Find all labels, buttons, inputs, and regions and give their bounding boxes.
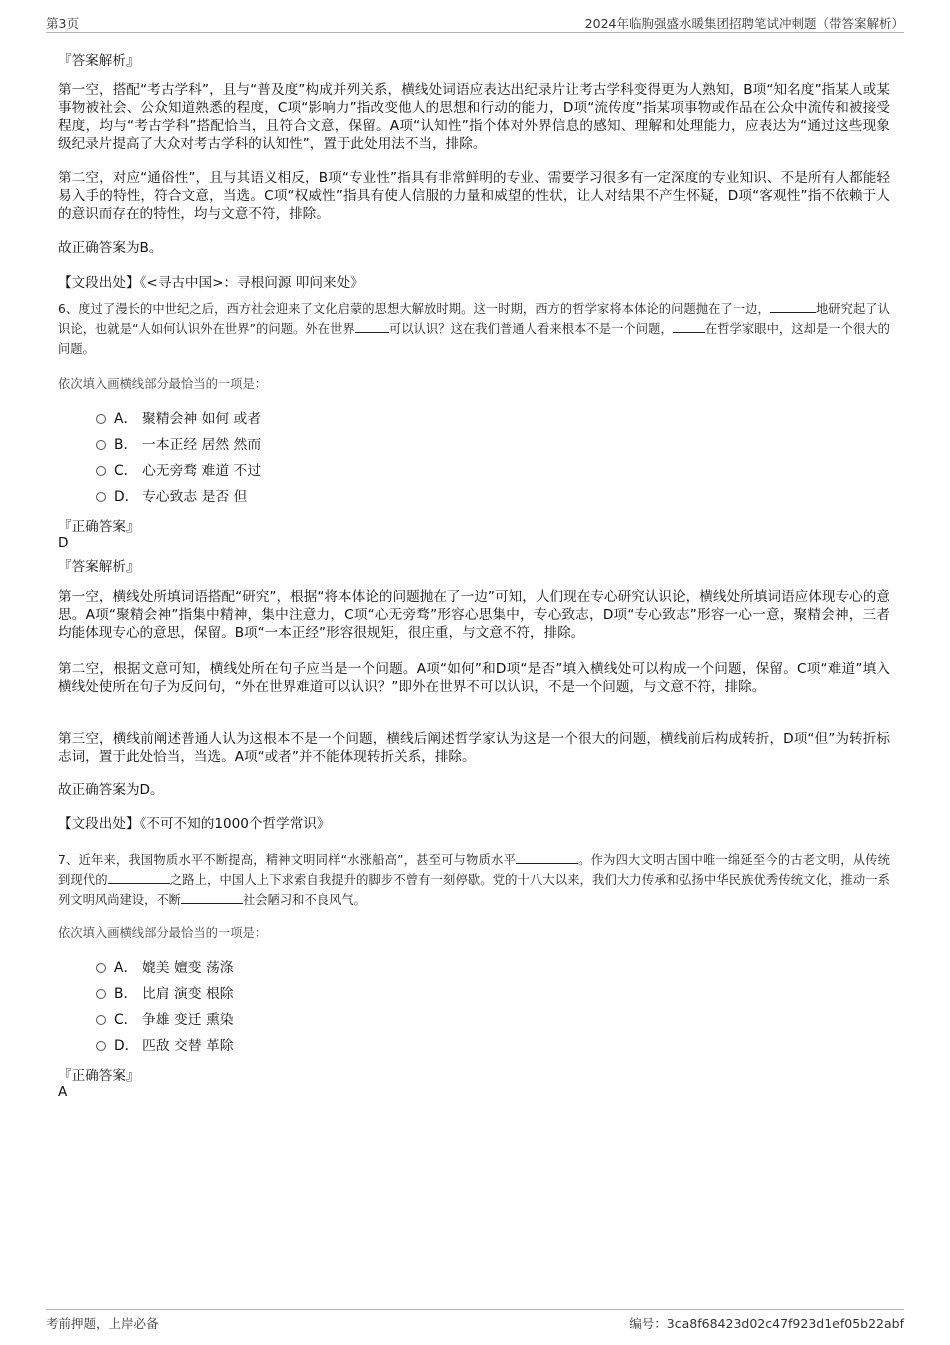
q7-instruction: 依次填入画横线部分最恰当的一项是： (58, 926, 268, 940)
blank-line (516, 851, 578, 864)
q6-analysis-paragraph-3: 第三空，横线前阐述普通人认为这根本不是一个问题，横线后阐述哲学家认为这是一个很大的问题，横线前后构成转折，D项“但”为转折标志词，置于此处恰当，当选。A项“或者”并不能体现转折关系，排除。 (58, 731, 890, 765)
q6-answer-heading: 『正确答案』 (58, 519, 140, 535)
q6-instruction: 依次填入画横线部分最恰当的一项是： (58, 377, 268, 391)
radio-icon[interactable] (96, 466, 106, 476)
q5-analysis-paragraph-2: 第二空，对应“通俗性”，且与其语义相反，B项“专业性”指具有非常鲜明的专业、需要学习很多有一定深度的专业知识、不是所有人都能轻易入手的特性，符合文意，当选。C项“权威性”指具有使人信服的力量和威望的性状，让人对结果不产生怀疑，D项“客观性”指不依赖于人的意识而存在的特性，均与文意不符，排除。 (58, 170, 890, 222)
radio-icon[interactable] (96, 492, 106, 502)
q7-option-b[interactable]: B． 比肩 演变 根除 (96, 984, 234, 1004)
q7-option-c[interactable]: C． 争雄 变迁 熏染 (96, 1010, 234, 1030)
page-header (46, 12, 904, 33)
q5-conclusion: 故正确答案为B。 (58, 240, 163, 256)
q5-source: 【文段出处】《<寻古中国>：寻根问源 叩问来处》 (58, 275, 364, 291)
page-number: 第3页 (46, 16, 79, 31)
blank-line (108, 871, 170, 884)
q6-conclusion: 故正确答案为D。 (58, 782, 164, 798)
q6-analysis-paragraph-1: 第一空，横线处所填词语搭配“研究”，根据“将本体论的问题抛在了一边”可知，人们现在专心研究认识论，横线处所填词语应体现专心的意思。A项“聚精会神”指集中精神，集中注意力，C项“心无旁骛”形容心思集中，专心致志，D项“专心致志”形容一心一意，聚精会神，三者均能体现专心的意思，保留。B项“一本正经”形容很规矩，很庄重，与文意不符，排除。 (58, 589, 890, 641)
q6-answer: D (58, 535, 69, 551)
q6-analysis-paragraph-2: 第二空，根据文意可知，横线处所在句子应当是一个问题。A项“如何”和D项“是否”填入横线处可以构成一个问题，保留。C项“难道”填入横线处使所在句子为反问句，“外在世界难道可以认识？”即外在世界不可以认识，不是一个问题，与文意不符，排除。 (58, 661, 890, 695)
q7-option-a[interactable]: A． 媲美 嬗变 荡涤 (96, 958, 234, 978)
q6-source: 【文段出处】《不可不知的1000个哲学常识》 (58, 816, 331, 832)
footer-slogan: 考前押题，上岸必备 (46, 1316, 159, 1331)
q6-stem: 6、度过了漫长的中世纪之后，西方社会迎来了文化启蒙的思想大解放时期。这一时期，西方的哲学家将本体论的问题抛在了一边， 地研究起了认识论，也就是“人如何认识外在世界”的问题。外在世界 可以认识？这在我们普通人看来根本不是一个问题， 在哲学家眼中，这却是一个很大的问题。 (58, 302, 890, 356)
radio-icon[interactable] (96, 989, 106, 999)
blank-line (673, 320, 705, 333)
q6-option-a[interactable]: A． 聚精会神 如何 或者 (96, 409, 261, 429)
q7-stem: 7、近年来，我国物质水平不断提高，精神文明同样“水涨船高”，甚至可与物质水平 。作为四大文明古国中唯一绵延至今的古老文明，从传统到现代的 之路上，中国人上下求索自我提升的脚步不曾有一刻停歇。党的十八大以来，我们大力传承和弘扬中华民族优秀传统文化，推动一系列文明风尚建设，不断 社会陋习和不良风气。 (58, 853, 890, 907)
blank-line (355, 320, 389, 333)
page-footer (46, 1309, 904, 1334)
q7-answer: A (58, 1084, 68, 1100)
radio-icon[interactable] (96, 1041, 106, 1051)
q7-answer-heading: 『正确答案』 (58, 1068, 140, 1084)
document-id: 编号：3ca8f68423d02c47f923d1ef05b22abf (629, 1316, 904, 1331)
radio-icon[interactable] (96, 1015, 106, 1025)
q7-option-d[interactable]: D． 匹敌 交替 革除 (96, 1036, 234, 1056)
q5-analysis-paragraph-1: 第一空，搭配“考古学科”，且与“普及度”构成并列关系，横线处词语应表达出纪录片让考古学科变得更为人熟知，B项“知名度”指某人或某事物被社会、公众知道熟悉的程度，C项“影响力”指改变他人的思想和行动的能力，D项“流传度”指某项事物或作品在公众中流传和被接受程度，均与“考古学科”搭配恰当，且符合文意，保留。A项“认知性”指个体对外界信息的感知、理解和处理能力，应表达为“通过这些现象级纪录片提高了大众对考古学科的认知性”，置于此处用法不当，排除。 (58, 82, 890, 152)
q6-analysis-heading: 『答案解析』 (58, 559, 140, 575)
document-title: 2024年临朐强盛水暖集团招聘笔试冲刺题（带答案解析） (584, 16, 904, 31)
q5-analysis-heading: 『答案解析』 (58, 53, 140, 69)
q6-option-b[interactable]: B． 一本正经 居然 然而 (96, 435, 261, 455)
blank-line (181, 891, 243, 904)
q6-option-c[interactable]: C． 心无旁骛 难道 不过 (96, 461, 261, 481)
radio-icon[interactable] (96, 414, 106, 424)
blank-line (770, 300, 816, 313)
q6-option-d[interactable]: D． 专心致志 是否 但 (96, 487, 247, 507)
radio-icon[interactable] (96, 440, 106, 450)
radio-icon[interactable] (96, 963, 106, 973)
